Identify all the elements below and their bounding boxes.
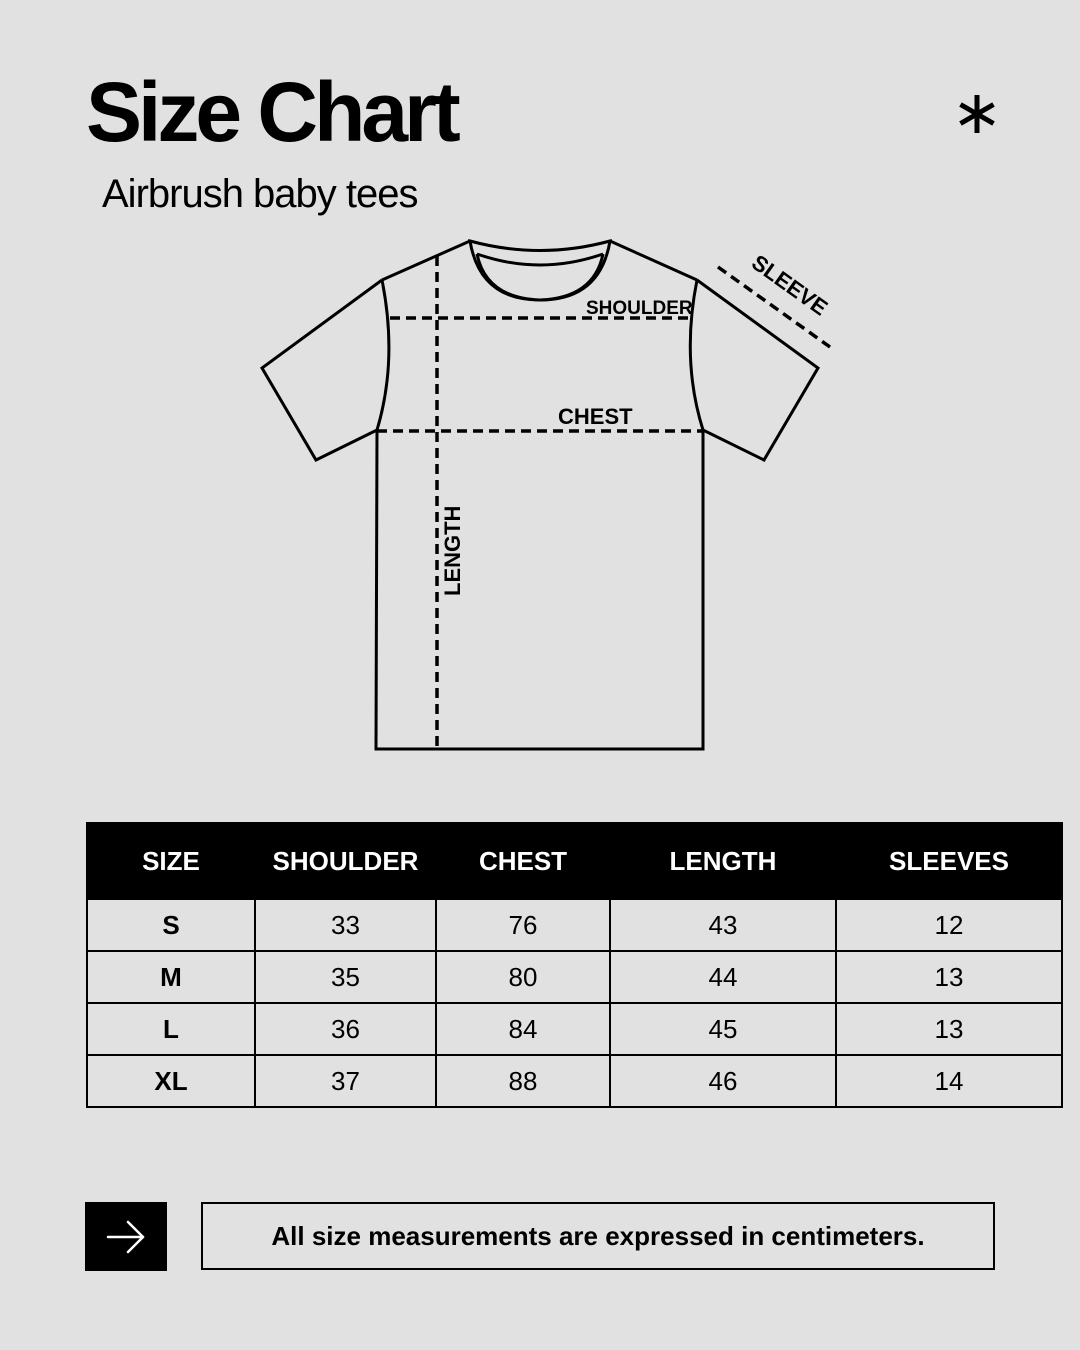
table-row bbox=[87, 1003, 1062, 1055]
left-armhole bbox=[377, 280, 389, 430]
column-header-sleeves: SLEEVES bbox=[836, 823, 1062, 899]
size-cell: L bbox=[87, 1003, 255, 1055]
next-button[interactable] bbox=[85, 1202, 167, 1271]
column-header-shoulder: SHOULDER bbox=[255, 823, 436, 899]
sleeves-cell: 14 bbox=[836, 1055, 1062, 1107]
chest-cell: 84 bbox=[436, 1003, 610, 1055]
sleeves-cell: 12 bbox=[836, 899, 1062, 951]
collar-outer bbox=[470, 241, 610, 300]
table-row bbox=[87, 951, 1062, 1003]
column-header-length: LENGTH bbox=[610, 823, 836, 899]
shoulder-cell: 33 bbox=[255, 899, 436, 951]
length-cell: 46 bbox=[610, 1055, 836, 1107]
size-cell: XL bbox=[87, 1055, 255, 1107]
shoulder-outline bbox=[382, 241, 697, 280]
chest-label: CHEST bbox=[558, 404, 633, 429]
shoulder-label: SHOULDER bbox=[586, 298, 693, 319]
table-header-row bbox=[87, 823, 1062, 899]
column-header-size: SIZE bbox=[87, 823, 255, 899]
arrow-right-icon bbox=[106, 1220, 146, 1254]
collar-inner bbox=[477, 254, 603, 265]
length-cell: 44 bbox=[610, 951, 836, 1003]
page-title: Size Chart bbox=[86, 65, 457, 159]
size-cell: M bbox=[87, 951, 255, 1003]
table-row bbox=[87, 1055, 1062, 1107]
length-cell: 43 bbox=[610, 899, 836, 951]
tshirt-diagram bbox=[250, 232, 850, 762]
asterisk-icon bbox=[955, 92, 999, 136]
page-subtitle: Airbrush baby tees bbox=[102, 172, 418, 216]
length-cell: 45 bbox=[610, 1003, 836, 1055]
chest-cell: 76 bbox=[436, 899, 610, 951]
size-table bbox=[86, 822, 1063, 1108]
column-header-chest: CHEST bbox=[436, 823, 610, 899]
sleeve-label: SLEEVE bbox=[747, 249, 833, 321]
chest-cell: 80 bbox=[436, 951, 610, 1003]
length-label: LENGTH bbox=[440, 505, 465, 596]
measurement-note: All size measurements are expressed in centimeters. bbox=[201, 1202, 995, 1270]
sleeves-cell: 13 bbox=[836, 1003, 1062, 1055]
table-row bbox=[87, 899, 1062, 951]
shoulder-cell: 36 bbox=[255, 1003, 436, 1055]
shoulder-cell: 37 bbox=[255, 1055, 436, 1107]
shoulder-cell: 35 bbox=[255, 951, 436, 1003]
size-cell: S bbox=[87, 899, 255, 951]
body-outline bbox=[376, 430, 703, 749]
sleeves-cell: 13 bbox=[836, 951, 1062, 1003]
left-sleeve-outline bbox=[262, 280, 382, 460]
chest-cell: 88 bbox=[436, 1055, 610, 1107]
